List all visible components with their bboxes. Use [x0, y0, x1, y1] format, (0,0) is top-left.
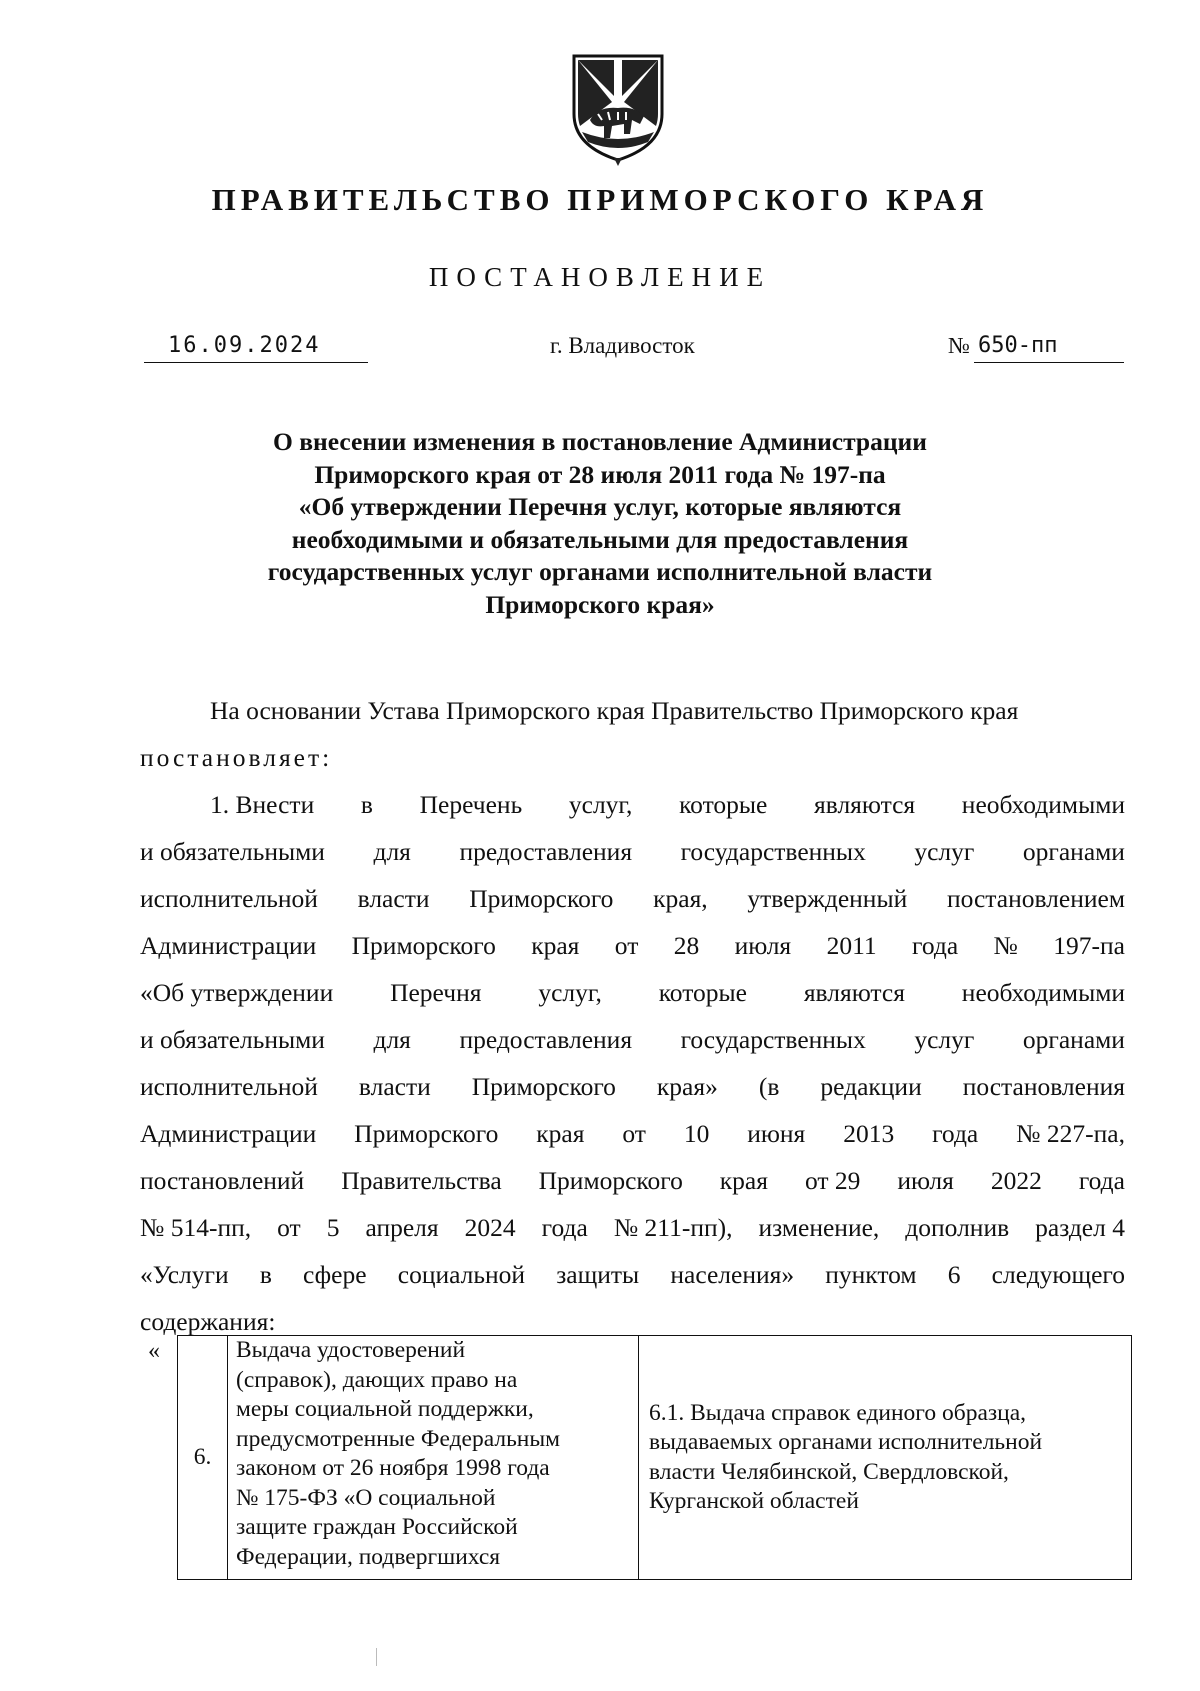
heading-line: Приморского края»: [485, 589, 715, 619]
document-body: [140, 687, 1125, 1345]
paragraph-word: дополнив: [905, 1213, 1010, 1242]
paragraph-word: которые: [679, 790, 768, 819]
paragraph-word: года: [932, 1119, 979, 1148]
heading-line: необходимыми и обязательными для предоставления: [291, 524, 909, 554]
paragraph-word: «Услуги: [140, 1260, 229, 1289]
paragraph-word: 28: [673, 931, 700, 960]
paragraph-word: Перечень: [419, 790, 523, 819]
paragraph-word: Администрации: [140, 931, 317, 960]
paragraph-word: в: [360, 790, 373, 819]
service-line: предусмотренные Федеральным: [236, 1425, 561, 1452]
paragraph-word: края,: [653, 884, 708, 913]
paragraph-word: Приморского: [469, 884, 614, 913]
paragraph-line: [140, 969, 1125, 1016]
document-number: 650-пп: [974, 333, 1124, 363]
paragraph-word: Приморского: [351, 931, 496, 960]
heading-line: О внесении изменения в постановление Администрации: [273, 427, 927, 456]
paragraph-word: края: [719, 1166, 768, 1195]
document-line: Курганской областей: [649, 1488, 859, 1514]
document-text: [649, 1399, 1121, 1517]
service-line: № 175-ФЗ «О социальной: [236, 1484, 496, 1511]
paragraph-word: постановления: [962, 1072, 1125, 1101]
paragraph-word: органами: [1022, 837, 1125, 866]
paragraph-word: являются: [814, 790, 916, 819]
document-line: власти Челябинской, Свердловской,: [649, 1458, 1009, 1485]
paragraph-word: в: [259, 1260, 272, 1289]
paragraph-word: постановлений: [140, 1166, 305, 1195]
paragraph-word: исполнительной: [140, 884, 318, 913]
paragraph-word: года: [1078, 1166, 1125, 1195]
paragraph-word: власти: [357, 884, 430, 913]
service-cell: [228, 1336, 639, 1580]
paragraph-word: апреля: [365, 1213, 439, 1242]
document-cell: [639, 1336, 1132, 1580]
paragraph-word: «Об утверждении: [140, 978, 334, 1007]
paragraph-word: пунктом: [825, 1260, 917, 1289]
paragraph-word: 10: [683, 1119, 710, 1148]
paragraph-word: 2022: [990, 1166, 1042, 1195]
paragraph-word: органами: [1022, 1025, 1125, 1054]
paragraph-word: 5: [326, 1213, 340, 1242]
paragraph-word: сфере: [303, 1260, 367, 1289]
service-line: защите граждан Российской: [236, 1514, 518, 1540]
row-number: 6.: [178, 1336, 228, 1580]
paragraph-word: изменение,: [758, 1213, 880, 1242]
document-date: 16.09.2024: [144, 333, 368, 363]
paragraph-word: услуг: [914, 837, 975, 866]
paragraph-line: [140, 1204, 1125, 1251]
paragraph-word: (в: [758, 1072, 780, 1101]
service-text: [236, 1336, 630, 1579]
service-line: Выдача удостоверений: [236, 1337, 466, 1363]
paragraph-word: 2013: [843, 1119, 895, 1148]
paragraph-word: края: [536, 1119, 585, 1148]
paragraph-line: [140, 1157, 1125, 1204]
paragraph-word: социальной: [397, 1260, 526, 1289]
service-line: (справок), дающих право на: [236, 1366, 518, 1393]
paragraph-word: края»: [656, 1072, 718, 1101]
paragraph-word: следующего: [991, 1260, 1125, 1289]
paragraph-line: [140, 875, 1125, 922]
paragraph-word: необходимыми: [961, 978, 1125, 1007]
document-line: выдаваемых органами исполнительной: [649, 1429, 1043, 1455]
paragraph-word: раздел 4: [1035, 1213, 1125, 1242]
service-line: меры социальной поддержки,: [236, 1396, 534, 1422]
number-sign: №: [948, 333, 970, 358]
paragraph-word: услуг,: [568, 790, 633, 819]
paragraph-word: предоставления: [459, 837, 633, 866]
paragraph-word: Приморского: [538, 1166, 683, 1195]
service-line: законом от 26 ноября 1998 года: [236, 1455, 550, 1481]
paragraph-line: [140, 1251, 1125, 1298]
paragraph-text: содержания:: [140, 1307, 276, 1336]
paragraph-word: необходимыми: [961, 790, 1125, 819]
paragraph-word: постановлением: [946, 884, 1125, 913]
preamble-line: [140, 687, 1125, 734]
paragraph-word: населения»: [670, 1260, 795, 1289]
heading-line: государственных услуг органами исполнительной власти: [267, 557, 933, 586]
paragraph-1: [140, 781, 1125, 1298]
paragraph-word: услуг,: [538, 978, 602, 1007]
paragraph-word: и обязательными: [140, 837, 325, 866]
preamble-text: На основании Устава Приморского края Правительство Приморского края: [210, 696, 1019, 725]
paragraph-word: для: [373, 837, 411, 866]
paragraph-word: услуг: [914, 1025, 975, 1054]
paragraph-word: для: [373, 1025, 411, 1054]
page-mark: [376, 1648, 377, 1666]
paragraph-word: июля: [897, 1166, 954, 1195]
paragraph-word: Перечня: [390, 978, 482, 1007]
opening-quote: «: [148, 1338, 160, 1364]
paragraph-word: июня: [747, 1119, 806, 1148]
paragraph-word: от 29: [804, 1166, 861, 1195]
paragraph-word: 2024: [464, 1213, 516, 1242]
paragraph-line: [140, 1063, 1125, 1110]
government-title: ПРАВИТЕЛЬСТВО ПРИМОРСКОГО КРАЯ: [211, 182, 989, 217]
paragraph-word: края: [531, 931, 580, 960]
paragraph-word: государственных: [680, 1025, 866, 1054]
table-row: [178, 1336, 1132, 1580]
services-table: [177, 1335, 1132, 1580]
coat-of-arms-icon: [568, 50, 668, 166]
paragraph-line: [140, 828, 1125, 875]
paragraph-line: [140, 1016, 1125, 1063]
heading-line: Приморского края от 28 июля 2011 года № 197-па: [314, 459, 886, 489]
paragraph-word: защиты: [556, 1260, 640, 1289]
document-line: 6.1. Выдача справок единого образца,: [649, 1399, 1027, 1426]
paragraph-word: являются: [803, 978, 905, 1007]
paragraph-word: от: [277, 1213, 301, 1242]
paragraph-word: 6: [947, 1260, 961, 1289]
paragraph-word: Правительства: [341, 1166, 502, 1195]
paragraph-word: власти: [358, 1072, 431, 1101]
paragraph-word: июля: [734, 931, 792, 960]
paragraph-word: Администрации: [140, 1119, 317, 1148]
preamble-line: [140, 734, 1125, 781]
paragraph-word: №: [993, 931, 1018, 960]
paragraph-word: Приморского: [354, 1119, 499, 1148]
paragraph-word: и обязательными: [140, 1025, 325, 1054]
paragraph-word: редакции: [820, 1072, 922, 1101]
document-type: ПОСТАНОВЛЕНИЕ: [428, 262, 772, 292]
document-city: г. Владивосток: [550, 333, 695, 358]
paragraph-word: от: [622, 1119, 646, 1148]
paragraph-word: года: [541, 1213, 588, 1242]
paragraph-word: № 227-па,: [1016, 1119, 1125, 1148]
paragraph-word: от: [614, 931, 639, 960]
paragraph-word: которые: [658, 978, 747, 1007]
resolves-text: постановляет:: [140, 743, 333, 772]
paragraph-word: предоставления: [459, 1025, 633, 1054]
paragraph-line: [140, 1110, 1125, 1157]
paragraph-word: Приморского: [471, 1072, 616, 1101]
paragraph-word: № 211-пп),: [613, 1213, 733, 1242]
paragraph-word: государственных: [680, 837, 866, 866]
paragraph-word: 2011: [826, 931, 877, 960]
paragraph-word: № 514-пп,: [140, 1213, 252, 1242]
heading-line: «Об утверждении Перечня услуг, которые являются: [298, 492, 902, 521]
document-heading: [170, 426, 1030, 621]
paragraph-word: года: [912, 931, 959, 960]
paragraph-word: 197-па: [1053, 931, 1125, 960]
service-line: Федерации, подвергшихся: [236, 1543, 501, 1570]
paragraph-line: [140, 781, 1125, 828]
paragraph-word: утвержденный: [747, 884, 908, 913]
paragraph-word: исполнительной: [140, 1072, 318, 1101]
paragraph-line: [140, 922, 1125, 969]
paragraph-word: 1. Внести: [210, 790, 315, 819]
